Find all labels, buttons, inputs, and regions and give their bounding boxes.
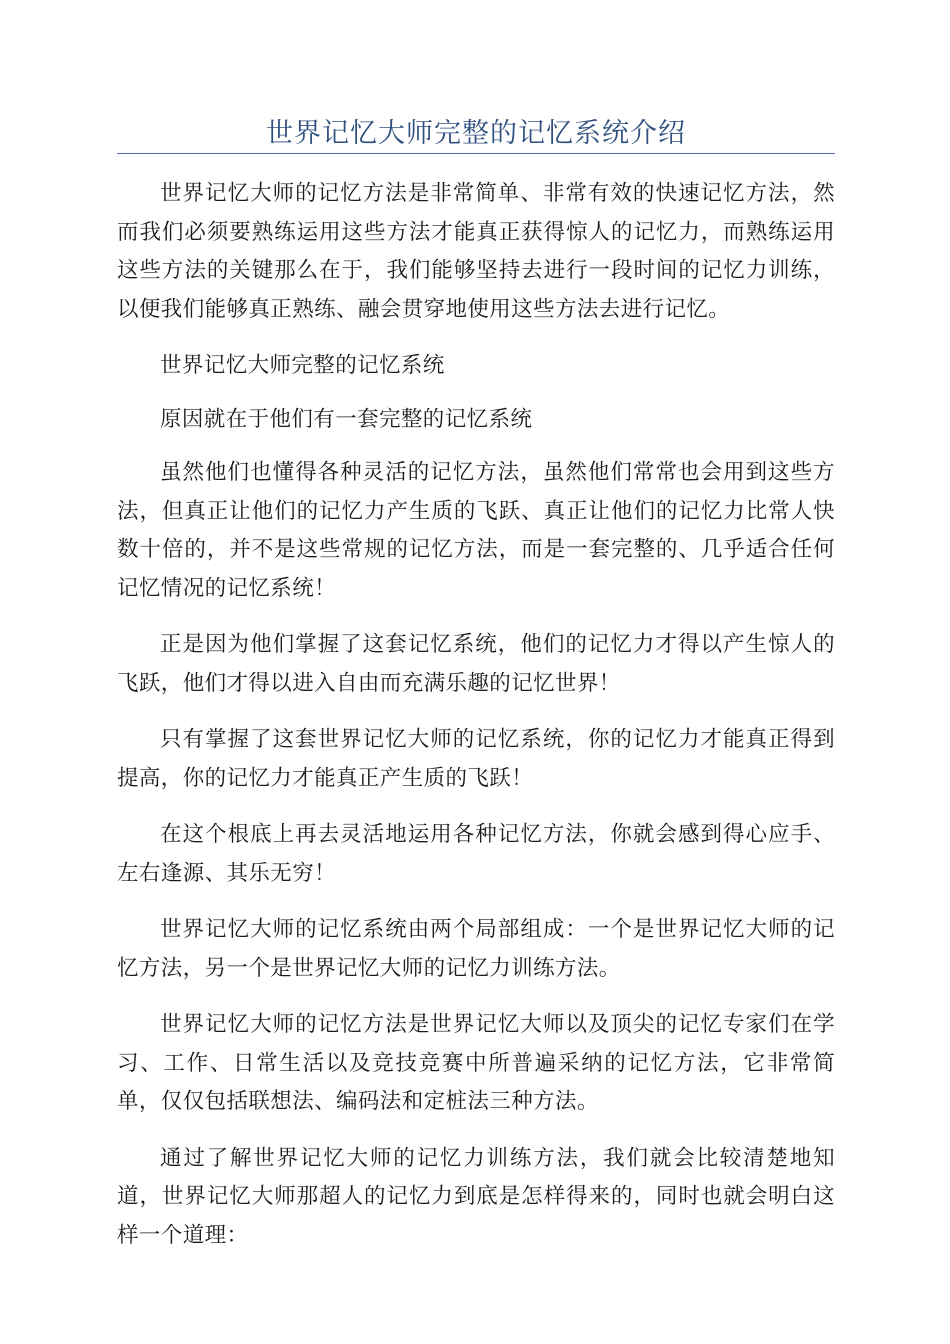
paragraph-5: 正是因为他们掌握了这套记忆系统，他们的记忆力才得以产生惊人的飞跃，他们才得以进入自由而充满乐趣的记忆世界！ bbox=[117, 632, 835, 696]
paragraph-10: 通过了解世界记忆大师的记忆力训练方法，我们就会比较清楚地知道，世界记忆大师那超人的记忆力到底是怎样得来的，同时也就会明白这样一个道理： bbox=[117, 1145, 835, 1248]
title-underline bbox=[117, 153, 835, 154]
paragraph-9: 世界记忆大师的记忆方法是世界记忆大师以及顶尖的记忆专家们在学习、工作、日常生活以及竞技竞赛中所普遍采纳的记忆方法，它非常简单，仅仅包括联想法、编码法和定桩法三种方法。 bbox=[117, 1012, 835, 1114]
paragraph-1: 世界记忆大师的记忆方法是非常简单、非常有效的快速记忆方法，然而我们必须要熟练运用这些方法才能真正获得惊人的记忆力，而熟练运用这些方法的关键那么在于，我们能够坚持去进行一段时间的记忆力训练，以便我们能够真正熟练、融会贯穿地使用这些方法去进行记忆。 bbox=[117, 181, 835, 322]
document-body bbox=[117, 175, 835, 1273]
paragraph-7: 在这个根底上再去灵活地运用各种记忆方法，你就会感到得心应手、左右逢源、其乐无穷！ bbox=[117, 822, 835, 886]
paragraph-4: 虽然他们也懂得各种灵活的记忆方法，虽然他们常常也会用到这些方法，但真正让他们的记忆力产生质的飞跃、真正让他们的记忆力比常人快数十倍的，并不是这些常规的记忆方法，而是一套完整的、几乎适合任何记忆情况的记忆系统！ bbox=[117, 460, 835, 601]
paragraph-2: 世界记忆大师完整的记忆系统 bbox=[160, 353, 445, 378]
paragraph-8: 世界记忆大师的记忆系统由两个局部组成：一个是世界记忆大师的记忆方法，另一个是世界记忆大师的记忆力训练方法。 bbox=[117, 917, 835, 981]
paragraph-3: 原因就在于他们有一套完整的记忆系统 bbox=[160, 406, 533, 432]
paragraph-6: 只有掌握了这套世界记忆大师的记忆系统，你的记忆力才能真正得到提高，你的记忆力才能真正产生质的飞跃！ bbox=[117, 727, 835, 791]
document-title: 世界记忆大师完整的记忆系统介绍 bbox=[266, 118, 686, 149]
